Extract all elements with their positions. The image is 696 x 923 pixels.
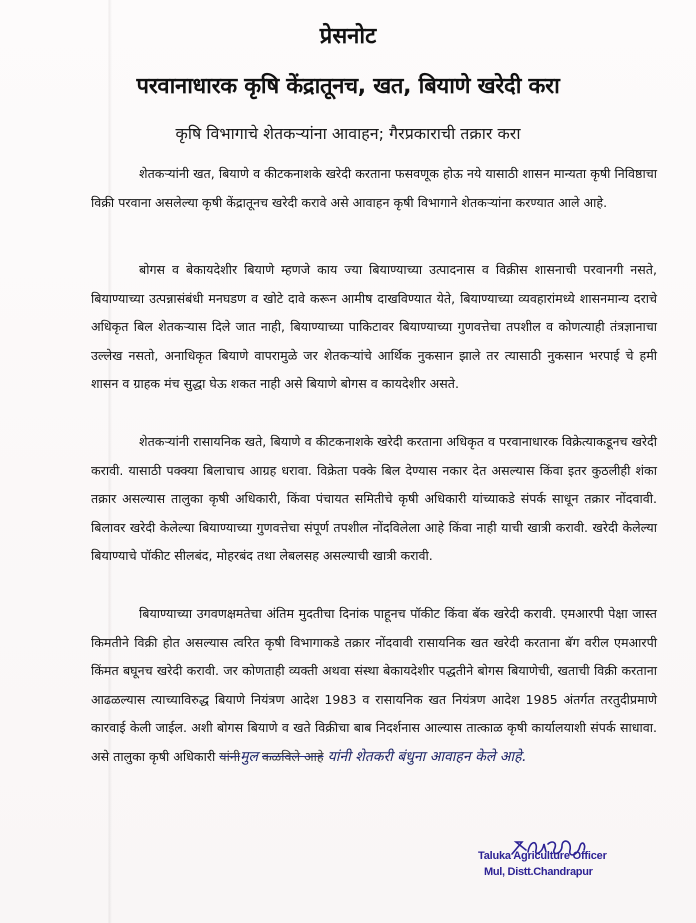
- paragraph-4-block: [91, 600, 657, 772]
- paragraph-3-block: [91, 428, 657, 571]
- paragraph-text: बियाण्याच्या उगवणक्षमतेचा अंतिम मुदतीचा दिनांक पाहूनच पॉकीट किंवा बॅक खरेदी करावी. एमआरपी पेक्षा जास्त किमतीने विक्री होत असल्यास त्वरित कृषी विभागाकडे तक्रार नोंदवावी रासायनिक खत खरेदी करताना बॅग वरील एमआरपी किंमत बघूनच खरेदी करावी. जर कोणताही व्यक्ती अथवा संस्था बेकायदेशीर पद्धतीने बोगस बियाणेची, खताची विक्री करताना आढळल्यास त्याच्याविरुद्ध बियाणे नियंत्रण आदेश 1983 व रासायनिक खत नियंत्रण आदेश 1985 अंतर्गत तरतुदीप्रमाणे कारवाई केली जाईल. अशी बोगस बियाणे व खते विक्रीचा बाब निदर्शनास आल्यास तात्काळ कृषी कार्यालयाशी संपर्क साधावा. असे तालुका कृषी अधिकारी: [91, 606, 657, 764]
- paragraph: बोगस व बेकायदेशीर बियाणे म्हणजे काय ज्या बियाण्याच्या उत्पादनास व विक्रीस शासनाची परवानगी नसते, बियाण्याच्या उत्पन्नासंबंधी मनघडण व खोटे दावे करून आमीष दाखविण्यात येते, बियाण्याच्या व्यवहारांमध्ये शासनमान्य दराचे अधिकृत बिल शेतकऱ्यास दिले जात नाही, बियाण्याच्या पाकिटावर बियाण्याच्या गुणवत्तेचा तपशील व कोणत्याही तंत्रज्ञानाचा उल्लेख नसतो, अनाधिकृत बियाणे वापरामुळे जर शेतकऱ्यांचे आर्थिक नुकसान झाले तर त्यासाठी नुकसान भरपाई चे हमी शासन व ग्राहक मंच सुद्धा घेऊ शकत नाही असे बियाणे बोगस व कायदेशीर असते.: [91, 262, 657, 392]
- handwritten-insert: मुल: [240, 748, 258, 765]
- paragraph: शेतकऱ्यांनी रासायनिक खते, बियाणे व कीटकनाशके खरेदी करताना अधिकृत व परवानाधारक विक्रेत्याकडूनच खरेदी करावी. यासाठी पक्क्या बिलाचाच आग्रह धरावा. विक्रेता पक्के बिल देण्यास नकार देत असल्यास किंवा इतर कुठलीही शंका तक्रार असल्यास तालुका कृषी अधिकारी, किंवा पंचायत समितीचे कृषी अधिकारी यांच्याकडे संपर्क साधून तक्रार नोंदवावी. बिलावर खरेदी केलेल्या बियाण्याच्या गुणवत्तेचा संपूर्ण तपशील नोंदविलेला आहे किंवा नाही याची खात्री करावी. खरेदी केलेल्या बियाण्याचे पॉकीट सीलबंद, मोहरबंद तथा लेबलसह असल्याची खात्री करावी.: [91, 434, 657, 564]
- paragraph: शेतकऱ्यांनी खत, बियाणे व कीटकनाशके खरेदी करताना फसवणूक होऊ नये यासाठी शासन मान्यता कृषी निविष्ठाचा विक्री परवाना असलेल्या कृषी केंद्रातूनच खरेदी करावे असे आवाहन कृषी विभागाने शेतकऱ्यांना करण्यात आले आहे.: [91, 166, 657, 210]
- paragraph-with-corrections: [91, 600, 657, 772]
- struck-text: कळविले आहे: [261, 748, 324, 764]
- document-title: परवानाधारक कृषि केंद्रातूनच, खत, बियाणे खरेदी करा: [136, 74, 560, 99]
- document-subtitle: कृषि विभागाचे शेतकऱ्यांना आवाहन; गैरप्रकाराची तक्रार करा: [175, 124, 521, 143]
- signature-designation: Taluka Agriculture Officer: [478, 850, 607, 862]
- paragraph-2-block: [91, 256, 657, 399]
- document-heading: प्रेसनोट: [319, 24, 377, 49]
- handwritten-ending: यांनी शेतकरी बंधुना आवाहन केले आहे.: [327, 748, 526, 765]
- signature-location: Mul, Distt.Chandrapur: [484, 866, 593, 878]
- paragraph-1-block: [91, 160, 657, 217]
- struck-text: यांनी: [219, 748, 241, 764]
